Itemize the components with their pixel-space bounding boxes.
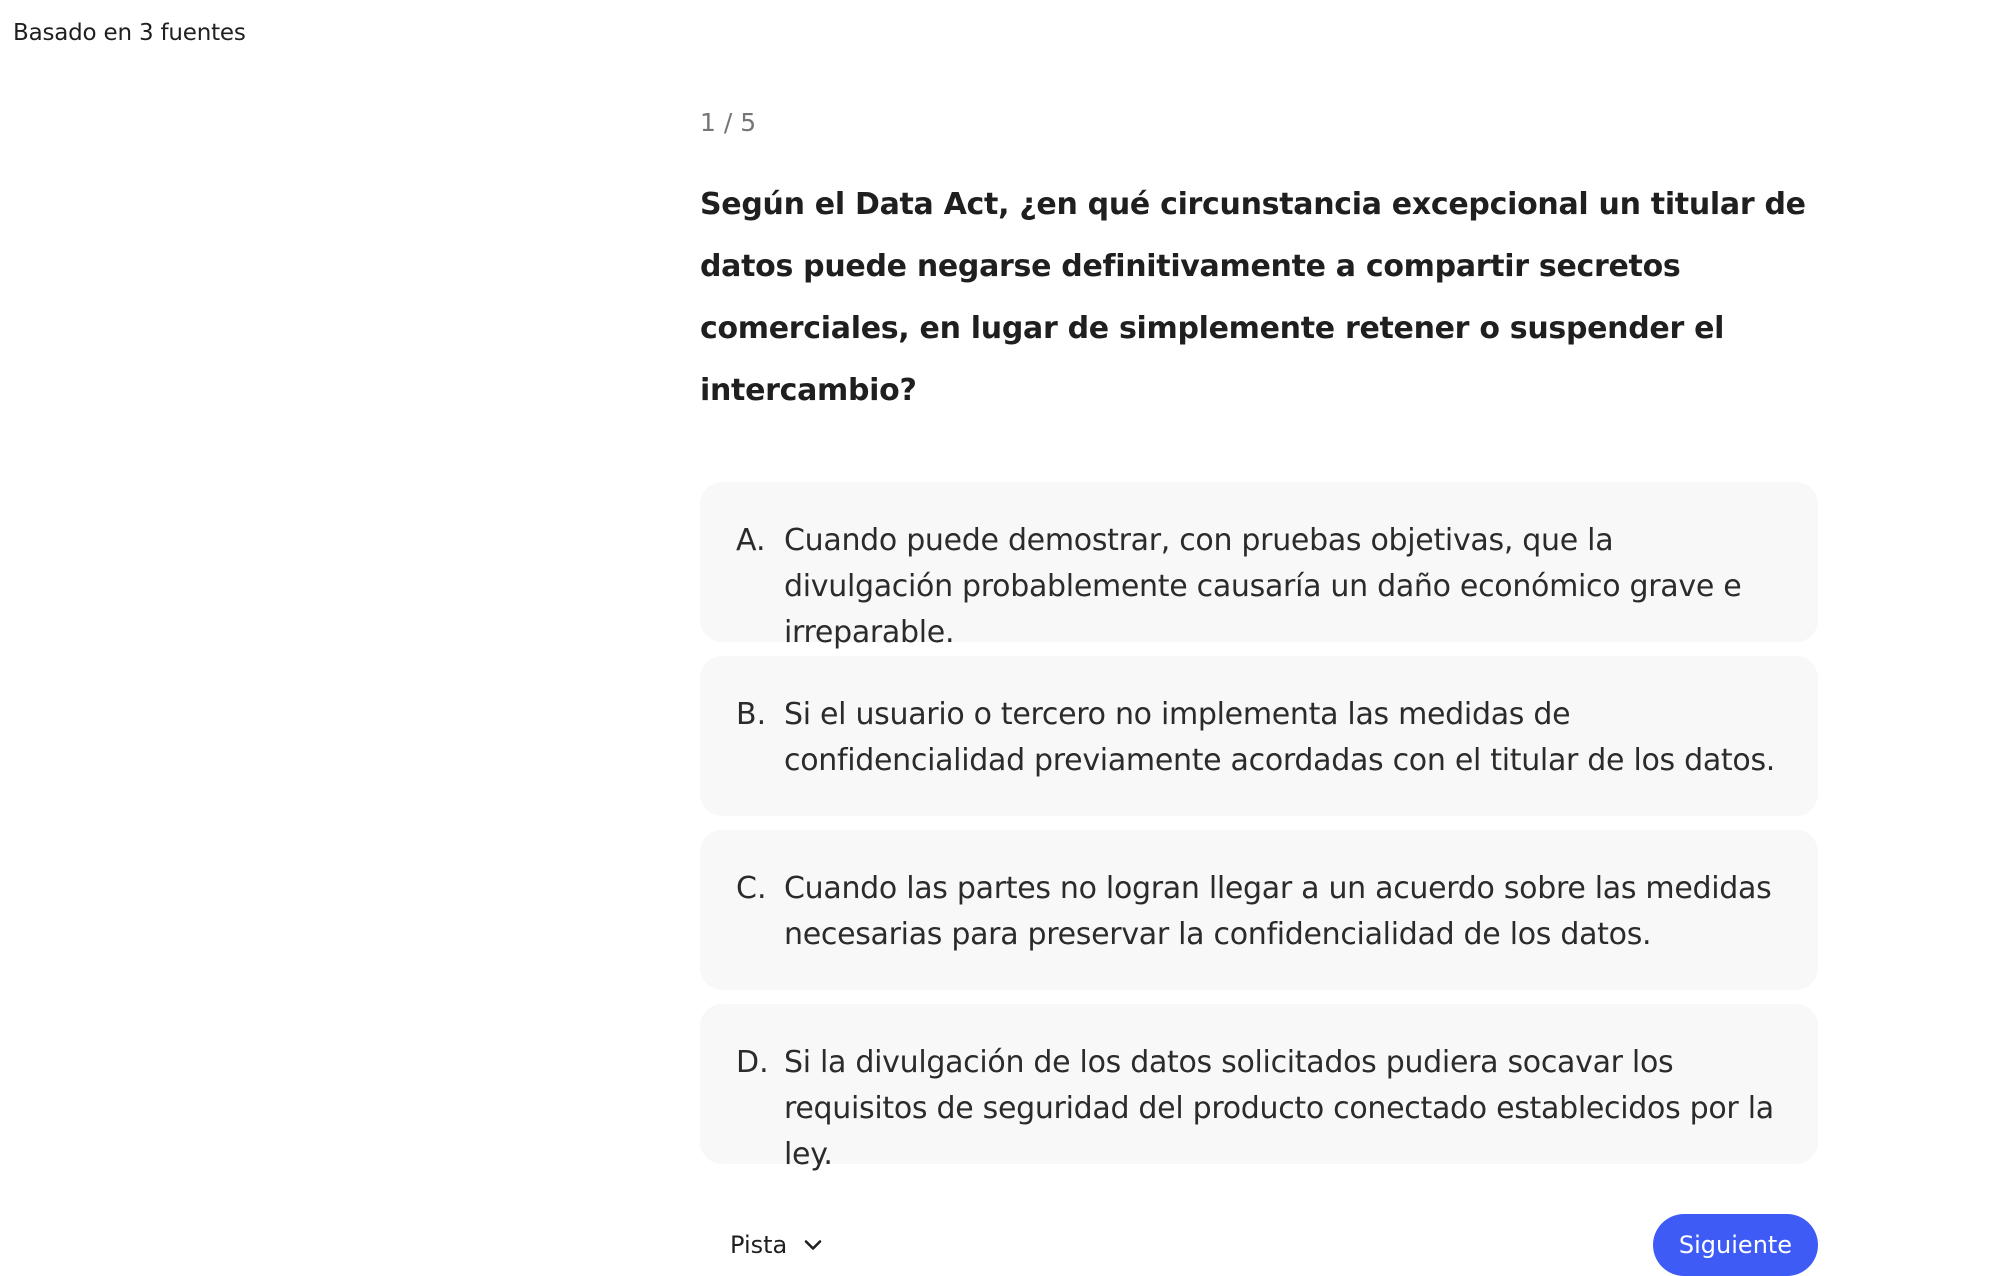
sources-label: Basado en 3 fuentes	[13, 20, 246, 46]
hint-label: Pista	[730, 1231, 788, 1259]
hint-toggle[interactable]	[700, 1231, 825, 1259]
answer-option-d[interactable]	[700, 1004, 1818, 1172]
option-text: Cuando puede demostrar, con pruebas objetivas, que la divulgación probablemente causaría un daño económico grave e irreparable.	[784, 523, 1742, 650]
answer-option-a[interactable]	[700, 482, 1818, 650]
option-letter: A.	[736, 523, 766, 558]
quiz-footer	[700, 1214, 1818, 1276]
answer-option-c[interactable]	[700, 830, 1818, 990]
answer-options	[700, 482, 1818, 1172]
option-text: Si el usuario o tercero no implementa las medidas de confidencialidad previamente acordadas con el titular de los datos.	[784, 697, 1776, 778]
option-text: Cuando las partes no logran llegar a un acuerdo sobre las medidas necesarias para preservar la confidencialidad de los datos.	[784, 871, 1772, 952]
option-letter: B.	[736, 697, 767, 732]
quiz-panel	[700, 108, 1818, 1276]
question-progress: 1 / 5	[700, 108, 757, 137]
chevron-down-icon	[801, 1233, 825, 1257]
option-letter: D.	[736, 1045, 769, 1080]
next-button[interactable]: Siguiente	[1653, 1214, 1818, 1276]
question-text: Según el Data Act, ¿en qué circunstancia excepcional un titular de datos puede negarse definitivamente a compartir secretos comerciales, en lugar de simplemente retener o suspender el intercambio?	[700, 187, 1806, 408]
answer-option-b[interactable]	[700, 656, 1818, 816]
option-letter: C.	[736, 871, 767, 906]
option-text: Si la divulgación de los datos solicitados pudiera socavar los requisitos de seguridad del producto conectado establecidos por la ley.	[784, 1045, 1774, 1172]
